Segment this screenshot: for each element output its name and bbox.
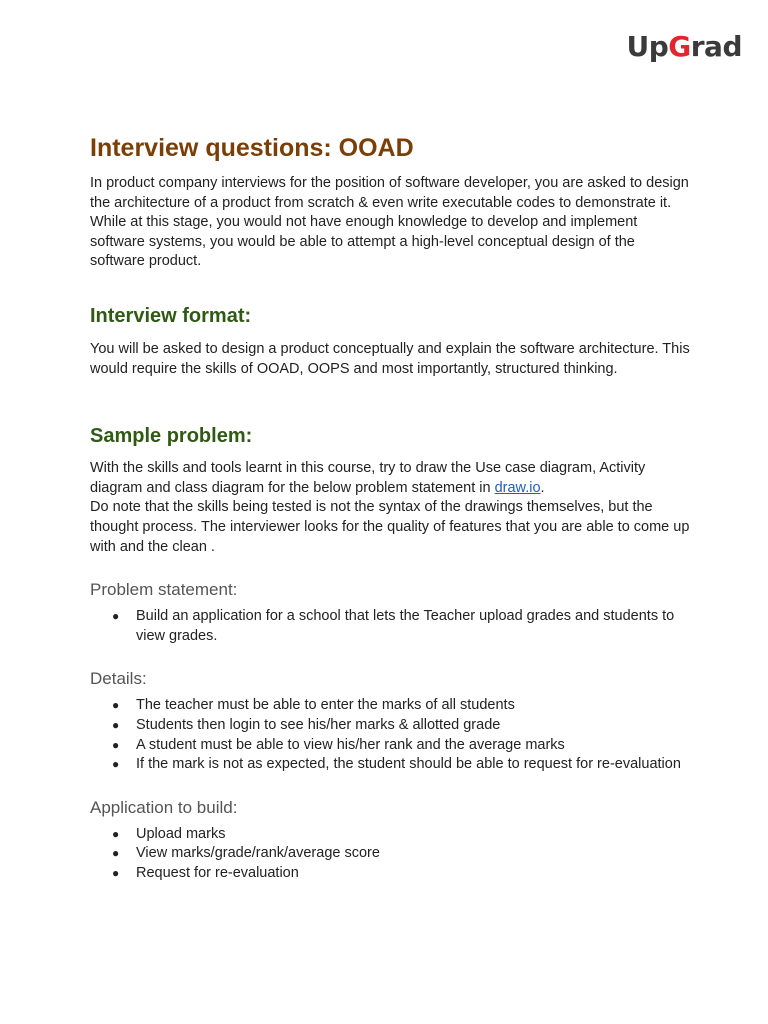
list-item: ● View marks/grade/rank/average score (90, 844, 690, 864)
problem-statement-list (90, 607, 690, 646)
document-body (90, 132, 690, 883)
sample-problem-heading: Sample problem: (90, 425, 253, 448)
list-item: ● The teacher must be able to enter the marks of all students (90, 696, 690, 716)
list-item: ● If the mark is not as expected, the student should be able to request for re-evaluation (90, 755, 690, 775)
details-heading: Details: (90, 669, 147, 689)
interview-format-heading: Interview format: (90, 304, 252, 327)
list-item: ● Students then login to see his/her marks & allotted grade (90, 716, 690, 736)
bullet-icon: ● (112, 737, 120, 752)
bullet-icon: ● (112, 865, 120, 880)
application-to-build-list (90, 825, 690, 884)
list-item: ● A student must be able to view his/her rank and the average marks (90, 736, 690, 756)
sample-problem-paragraph (90, 459, 690, 498)
list-item: ● Upload marks (90, 825, 690, 845)
logo-text-rad: rad (690, 30, 742, 63)
bullet-icon: ● (112, 717, 120, 732)
list-item: ● Request for re-evaluation (90, 864, 690, 884)
logo-text-g: G (668, 30, 691, 63)
bullet-icon: ● (112, 846, 120, 861)
drawio-link[interactable]: draw.io (494, 479, 541, 496)
bullet-icon: ● (112, 609, 120, 624)
bullet-icon: ● (112, 757, 120, 772)
intro-paragraph: In product company interviews for the position of software developer, you are asked to design the architecture of a product from scratch & even write executable codes to demonstrate it. While at this stage, you would not have enough knowledge to develop and implement software systems, you would be able to attempt a high-level conceptual design of the software product. (90, 175, 689, 270)
list-item: ● Build an application for a school that lets the Teacher upload grades and students to view grades. (112, 608, 675, 644)
interview-format-paragraph: You will be asked to design a product conceptually and explain the software architecture. This would require the skills of OOAD, OOPS and most importantly, structured thinking. (90, 340, 690, 377)
bullet-icon: ● (112, 826, 120, 841)
logo-text-up: Up (626, 30, 669, 63)
sample-problem-text: With the skills and tools learnt in this course, try to draw the Use case diagram, Activity diagram and class diagram for the below problem statement in (90, 460, 646, 496)
sample-problem-period: . (540, 479, 545, 496)
bullet-icon: ● (112, 698, 120, 713)
sample-problem-note: Do note that the skills being tested is not the syntax of the drawings themselves, but the thought process. The interviewer looks for the quality of features that you are able to come up with and the clean . (90, 499, 690, 555)
application-to-build-heading: Application to build: (90, 797, 238, 817)
upgrad-logo (626, 30, 742, 63)
details-list (90, 696, 690, 774)
page-title: Interview questions: OOAD (90, 134, 414, 162)
problem-statement-heading: Problem statement: (90, 580, 238, 600)
